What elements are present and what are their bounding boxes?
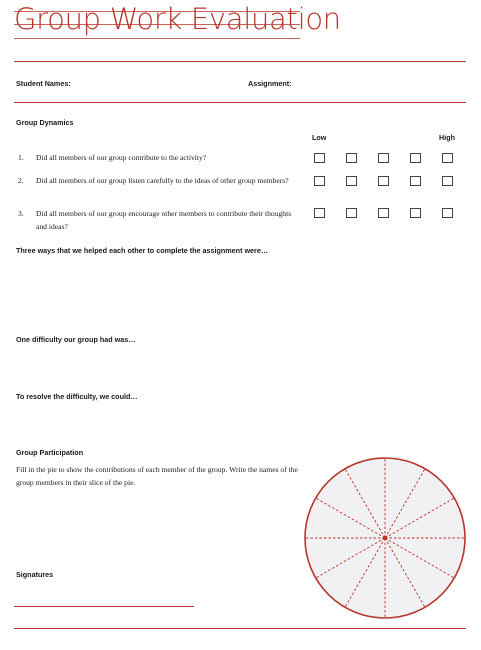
- rating-checkbox[interactable]: [314, 208, 325, 218]
- footer-rule: [14, 628, 466, 629]
- question-text: Did all members of our group encourage other members to contribute their thoughts and ideas?: [36, 209, 292, 231]
- question-number: 1.: [18, 153, 24, 162]
- signature-line[interactable]: [14, 606, 194, 607]
- rating-checkbox[interactable]: [442, 208, 453, 218]
- rating-checkbox[interactable]: [346, 176, 357, 186]
- rating-checkbox[interactable]: [442, 153, 453, 163]
- participation-pie[interactable]: [302, 455, 468, 621]
- rating-checkbox[interactable]: [378, 176, 389, 186]
- question-number: 2.: [18, 176, 24, 185]
- rating-checkbox[interactable]: [378, 208, 389, 218]
- resolve-prompt: To resolve the difficulty, we could…: [16, 392, 138, 401]
- group-dynamics-heading: Group Dynamics: [16, 118, 74, 127]
- helped-prompt: Three ways that we helped each other to complete the assignment were…: [16, 246, 269, 255]
- pie-chart-graphic: [302, 455, 468, 621]
- title-underline: [14, 38, 300, 39]
- scale-high-label: High: [439, 133, 455, 142]
- rating-checkbox[interactable]: [346, 153, 357, 163]
- page-title: Group Work Evaluation: [14, 2, 341, 36]
- assignment-label: Assignment:: [248, 79, 292, 88]
- question-text: Did all members of our group listen carefully to the ideas of other group members?: [36, 176, 289, 185]
- scale-low-label: Low: [312, 133, 327, 142]
- difficulty-prompt: One difficulty our group had was…: [16, 335, 136, 344]
- rating-checkbox[interactable]: [314, 176, 325, 186]
- rating-checkbox[interactable]: [378, 153, 389, 163]
- participation-instructions: Fill in the pie to show the contributions of each member of the group. Write the names of the group members in their slice of the pie.: [16, 465, 298, 487]
- rating-checkbox[interactable]: [410, 176, 421, 186]
- rating-checkbox[interactable]: [410, 208, 421, 218]
- header-top-rule: [14, 61, 466, 62]
- names-underline: [14, 102, 466, 103]
- participation-heading: Group Participation: [16, 448, 84, 457]
- signatures-label: Signatures: [16, 570, 54, 579]
- rating-checkbox[interactable]: [410, 153, 421, 163]
- student-names-label: Student Names:: [16, 79, 71, 88]
- rating-checkbox[interactable]: [346, 208, 357, 218]
- question-text: Did all members of our group contribute to the activity?: [36, 153, 207, 162]
- rating-checkbox[interactable]: [314, 153, 325, 163]
- pie-center: [383, 536, 388, 541]
- rating-checkbox[interactable]: [442, 176, 453, 186]
- question-number: 3.: [18, 209, 24, 218]
